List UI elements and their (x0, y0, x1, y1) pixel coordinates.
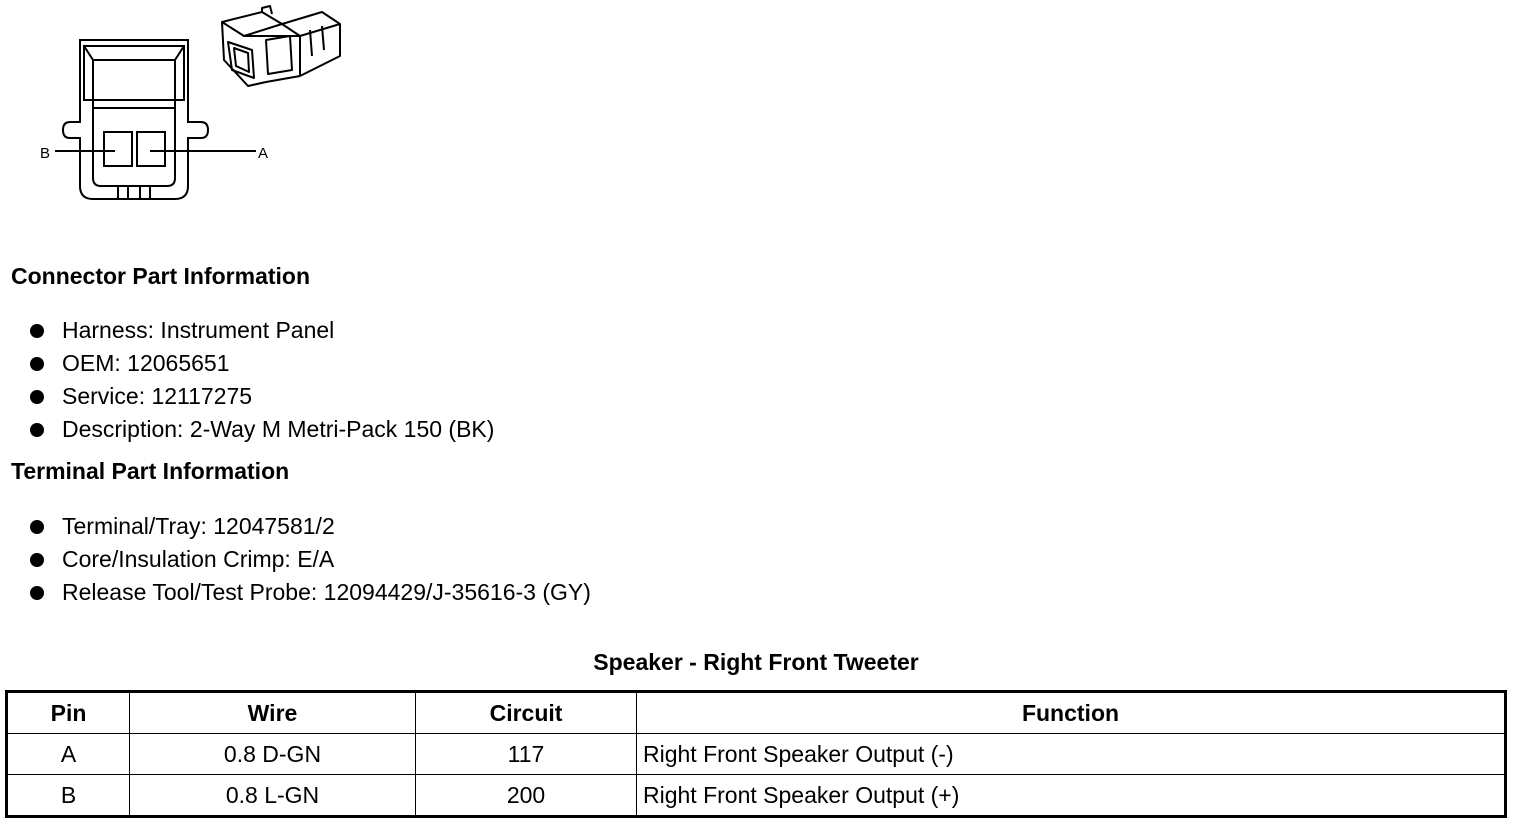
list-item-text: OEM: 12065651 (62, 350, 230, 376)
cell-function: Right Front Speaker Output (+) (637, 775, 1506, 817)
cell-pin: A (7, 734, 130, 775)
list-item-text: Service: 12117275 (62, 383, 253, 409)
connector-part-list (30, 314, 494, 446)
list-item (30, 314, 494, 347)
cell-function: Right Front Speaker Output (-) (637, 734, 1506, 775)
bullet-icon (30, 324, 44, 338)
bullet-icon (30, 586, 44, 600)
table-row (7, 734, 1506, 775)
bullet-icon (30, 553, 44, 567)
cell-wire: 0.8 D-GN (130, 734, 416, 775)
column-header-pin: Pin (7, 692, 130, 734)
connector-diagram (0, 0, 360, 215)
pinout-table (5, 690, 1507, 818)
cell-pin: B (7, 775, 130, 817)
cell-circuit: 117 (416, 734, 637, 775)
cavity-b (104, 132, 132, 166)
cell-circuit: 200 (416, 775, 637, 817)
cavity-a (137, 132, 165, 166)
list-item-text: Description: 2-Way M Metri-Pack 150 (BK) (62, 416, 495, 442)
bullet-icon (30, 357, 44, 371)
list-item-text: Harness: Instrument Panel (62, 317, 335, 343)
bullet-icon (30, 390, 44, 404)
bullet-icon (30, 520, 44, 534)
list-item-text: Terminal/Tray: 12047581/2 (62, 513, 335, 539)
cell-wire: 0.8 L-GN (130, 775, 416, 817)
table-title: Speaker - Right Front Tweeter (593, 649, 919, 675)
pin-label-a: A (258, 145, 269, 162)
list-item (30, 576, 591, 609)
list-item-text: Core/Insulation Crimp: E/A (62, 546, 335, 572)
column-header-circuit: Circuit (416, 692, 637, 734)
list-item (30, 413, 494, 446)
terminal-part-list (30, 510, 591, 609)
column-header-function: Function (637, 692, 1506, 734)
connector-isometric-view (222, 6, 340, 86)
list-item (30, 543, 591, 576)
table-header-row (7, 692, 1506, 734)
column-header-wire: Wire (130, 692, 416, 734)
list-item (30, 347, 494, 380)
connector-face-outline (63, 40, 208, 199)
terminal-part-heading: Terminal Part Information (11, 458, 290, 484)
list-item-text: Release Tool/Test Probe: 12094429/J-35616-3 (GY) (62, 579, 591, 605)
pin-label-b: B (40, 145, 51, 162)
list-item (30, 510, 591, 543)
connector-part-heading: Connector Part Information (11, 263, 311, 289)
list-item (30, 380, 494, 413)
table-row (7, 775, 1506, 817)
bullet-icon (30, 423, 44, 437)
